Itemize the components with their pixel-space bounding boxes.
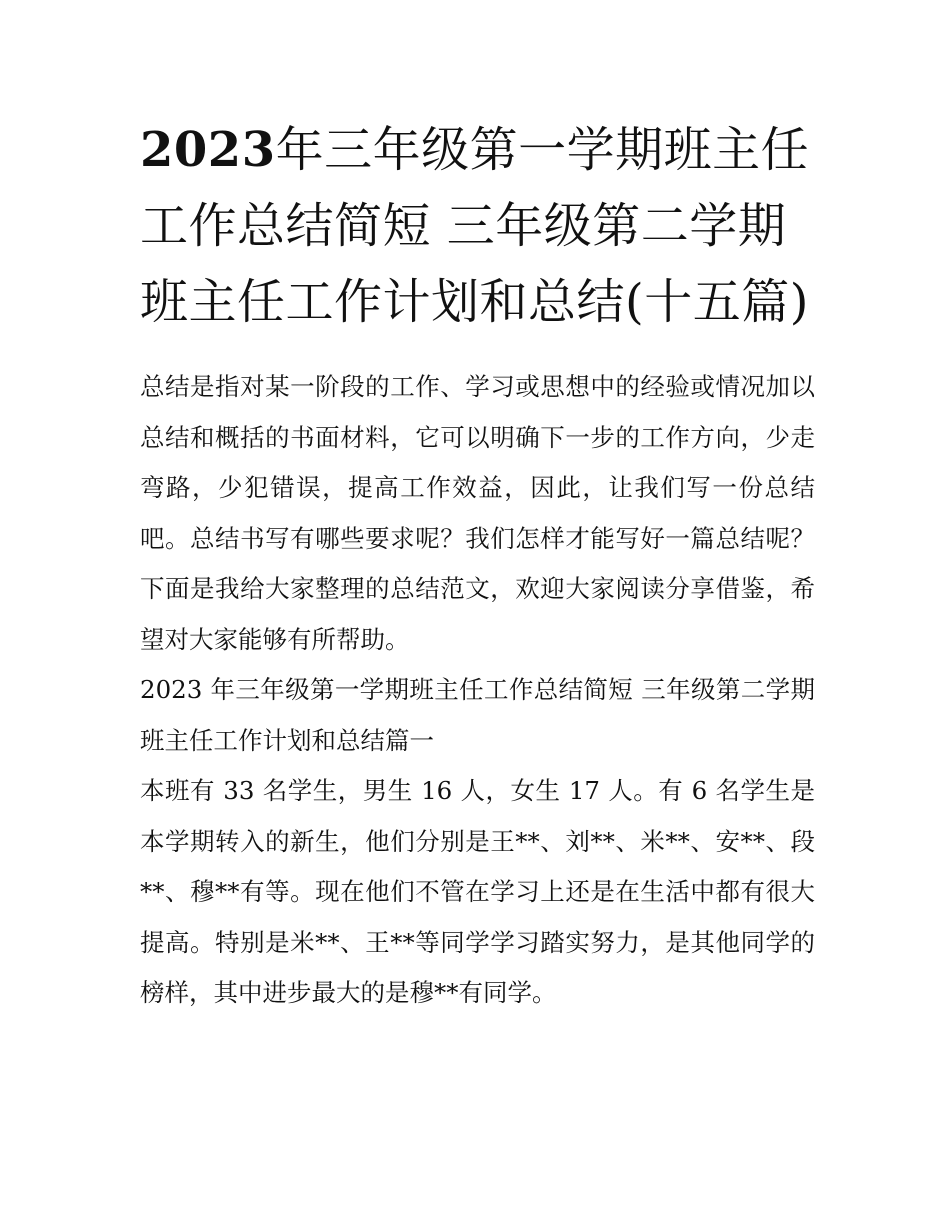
intro-paragraph: 总结是指对某一阶段的工作、学习或思想中的经验或情况加以总结和概括的书面材料，它可以明确下一步的工作方向，少走弯路，少犯错误，提高工作效益，因此，让我们写一份总结吧。总结书写有哪些要求呢？我们怎样才能写好一篇总结呢？下面是我给大家整理的总结范文，欢迎大家阅读分享借鉴，希望对大家能够有所帮助。 (140, 372, 815, 654)
document-content (140, 112, 815, 1019)
body-paragraph: 本班有 33 名学生，男生 16 人，女生 17 人。有 6 名学生是本学期转入的新生，他们分别是王**、刘**、米**、安**、段**、穆**有等。现在他们不管在学习上还是在生活中都有很大提高。特别是米**、王**等同学学习踏实努力，是其他同学的榜样，其中进步最大的是穆**有同学。 (140, 776, 815, 1007)
title-text: 年三年级第一学期班主任工作总结简短 三年级第二学期班主任工作计划和总结(十五篇) (140, 122, 810, 330)
title-year: 2023 (140, 122, 276, 178)
section-heading: 2023 年三年级第一学期班主任工作总结简短 三年级第二学期班主任工作计划和总结篇一 (140, 675, 815, 755)
document-title (140, 112, 815, 340)
